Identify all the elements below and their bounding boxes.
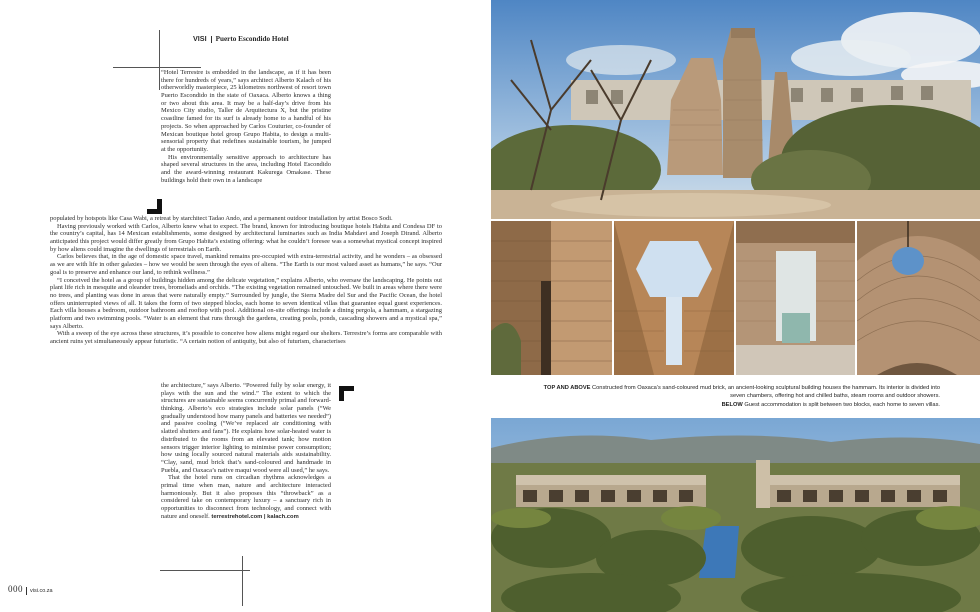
footer-site[interactable]: visi.co.za: [30, 588, 53, 594]
article-paragraph: “Hotel Terrestre is embedded in the landscape, as if it has been there for hundreds of years,” says architect Alberto Kalach of his otherworldly masterpiece, 25 kilometres northwest of resort town Puerto Escondido in the state of Oaxaca. Alberto knows a thing or two about this area. It may be a half-day’s drive from his Mexico City studio, Taller de Arquitectura X, but the pristine coastline famed for its surf is already home to a handful of his projects. So when approached by Carlos Couturier, co-founder of Mexican boutique hotel group Grupo Habita, to design a multi-sensorial property that redefines sustainable tourism, he jumped at the opportunity.: [161, 69, 331, 153]
caption-top: [536, 384, 940, 401]
running-header: [193, 34, 289, 43]
footer-vertical-rule: [242, 556, 243, 606]
article-paragraph: “I conceived the hotel as a group of buildings hidden among the delicate vegetation,” explains Alberto, who oversaw the landscaping. He points out plant life rich in mesquite and oleander trees, bromeliads and orchids. “The existing vegetation remained untouched. We built in areas where there were no trees, and planting was done in areas that were naturally empty.” Surrounded by jungle, the Sierra Madre del Sur and the Pacific Ocean, the hotel offers uninterrupted views of all. It takes the form of two stepped blocks, each home to seven identical villas that guarantee equal guest experiences. Each villa houses a bedroom, outdoor bathroom and rooftop with pool. Additional on-site offerings include a dining pergola, a hammam, a stargazing platform and two swimming pools. “Water is an element that runs through the gardens, creating pools, ponds, cascading showers and a mystical spa,” says Alberto.: [50, 276, 442, 330]
hammam-interior-photo-4: [857, 221, 980, 375]
section-title: Puerto Escondido Hotel: [215, 35, 289, 43]
villas-aerial-photo: [491, 418, 980, 612]
caption-label-below: BELOW: [721, 401, 743, 408]
article-column-wide: [50, 215, 442, 346]
header-vertical-rule: [159, 30, 160, 90]
caption-text-below: Guest accommodation is split between two blocks, each home to seven villas.: [742, 401, 940, 408]
article-paragraph-text: That the hotel runs on circadian rhythms acknowledges a primal time when man, nature and architecture interacted harmoniously. But it also proposes this “throwback” as a considered take on contemporary luxury – a sanctuary rich in opportunities to disconnect from technology, and connect with nature and oneself.: [161, 474, 331, 520]
hammam-interior-photo-1: [491, 221, 612, 375]
article-column-bottom: [161, 382, 331, 521]
villas-aerial-illustration: [491, 418, 980, 612]
brand-label: VISI: [193, 34, 207, 43]
website-links[interactable]: terrestrehotel.com | kalach.com: [211, 513, 299, 520]
caption-text-top: Constructed from Oaxaca’s sand-coloured mud brick, an ancient-looking sculptural building houses the hammam. Its interior is divided into seven chambers, offering hot and chilled baths, steam rooms and outdoor showers.: [590, 385, 940, 400]
hammam-exterior-photo: [491, 0, 980, 219]
article-column-top: [161, 69, 331, 184]
caption-label-top: TOP AND ABOVE: [543, 385, 591, 391]
hammam-interior-photo-2: [614, 221, 734, 375]
article-paragraph: populated by hotspots like Casa Wabi, a retreat by starchitect Tadao Ando, and a permanent outdoor installation by artist Bosco Sodi.: [50, 215, 393, 222]
plunge-pool-illustration: [736, 221, 855, 375]
hexagon-skylight-illustration: [614, 221, 734, 375]
article-paragraph: the architecture,” says Alberto. “Powered fully by solar energy, it plays with the sun and the wind.” The extent to which the structures are sustainable seems concurrently primal and forward-thinking. Alberto’s eco strategies include solar panels (“We gradually understood how many panels and batteries we needed”) and passive cooling (“We’ve replaced air conditioning with slatted shutters and fans”). He explains how solar-heated water is distributed to the rooms from an elevated tank; how motion sensors trigger interior lighting to minimise power consumption; how using locally sourced natural materials aids sustainability. “Clay, sand, mud brick that’s sand-coloured and handmade in Puebla, and Oaxaca’s native maqui wood were all used,” he says.: [161, 382, 331, 474]
article-paragraph: [161, 474, 331, 521]
article-paragraph: With a sweep of the eye across these structures, it’s possible to conceive how aliens might regard our shelters. Terrestre’s forms are comparable with ancient ruins yet simultaneously appear futuristic. “A certain notion of antiquity, but also of futurism, characterises: [50, 330, 442, 345]
footer-rule: [160, 570, 250, 571]
page-number: 000: [8, 584, 23, 594]
article-paragraph: His environmentally sensitive approach to architecture has shaped several structures in the area, including Hotel Escondido and the award-winning restaurant Kakurega Omakase. These buildings hold their own in a landscape: [161, 153, 331, 184]
header-rule: [113, 67, 201, 68]
photo-caption: [536, 384, 940, 409]
right-page: [490, 0, 980, 612]
header-separator: [211, 36, 212, 43]
corner-bracket-mark: [147, 199, 162, 214]
page-footer: [8, 584, 53, 595]
article-paragraph: Carlos believes that, in the age of domestic space travel, mankind remains pre-occupied with extra-terrestrial activity, and he wonders – as obsessed as we are with life in other galaxies – how we would be seen through the eyes of aliens. “The Earth is our most valued asset as humans,” he says. “Our goal is to preserve and enhance our land, to rethink wellness.”: [50, 253, 442, 276]
hammam-exterior-illustration: [491, 0, 980, 219]
corner-bracket-mark: [339, 386, 354, 401]
hammam-interior-photo-3: [736, 221, 855, 375]
article-paragraph: Having previously worked with Carlos, Alberto knew what to expect. The brand, known for introducing boutique hotels Habita and Condesa DF to the country’s capital, has 14 Mexican establishments, some designed by architectural luminaries such as India Mahdavi and Joseph Dirand. Alberto anticipated this project would differ greatly from Grupo Habita’s existing offering: what he couldn’t foresee was a somewhat mystical concept inspired by how aliens could imagine the dwellings of terrestrials on Earth.: [50, 222, 442, 253]
footer-separator: [26, 587, 27, 595]
oculus-dome-illustration: [857, 221, 980, 375]
brick-wall-illustration: [491, 221, 612, 375]
caption-below: [536, 401, 940, 409]
